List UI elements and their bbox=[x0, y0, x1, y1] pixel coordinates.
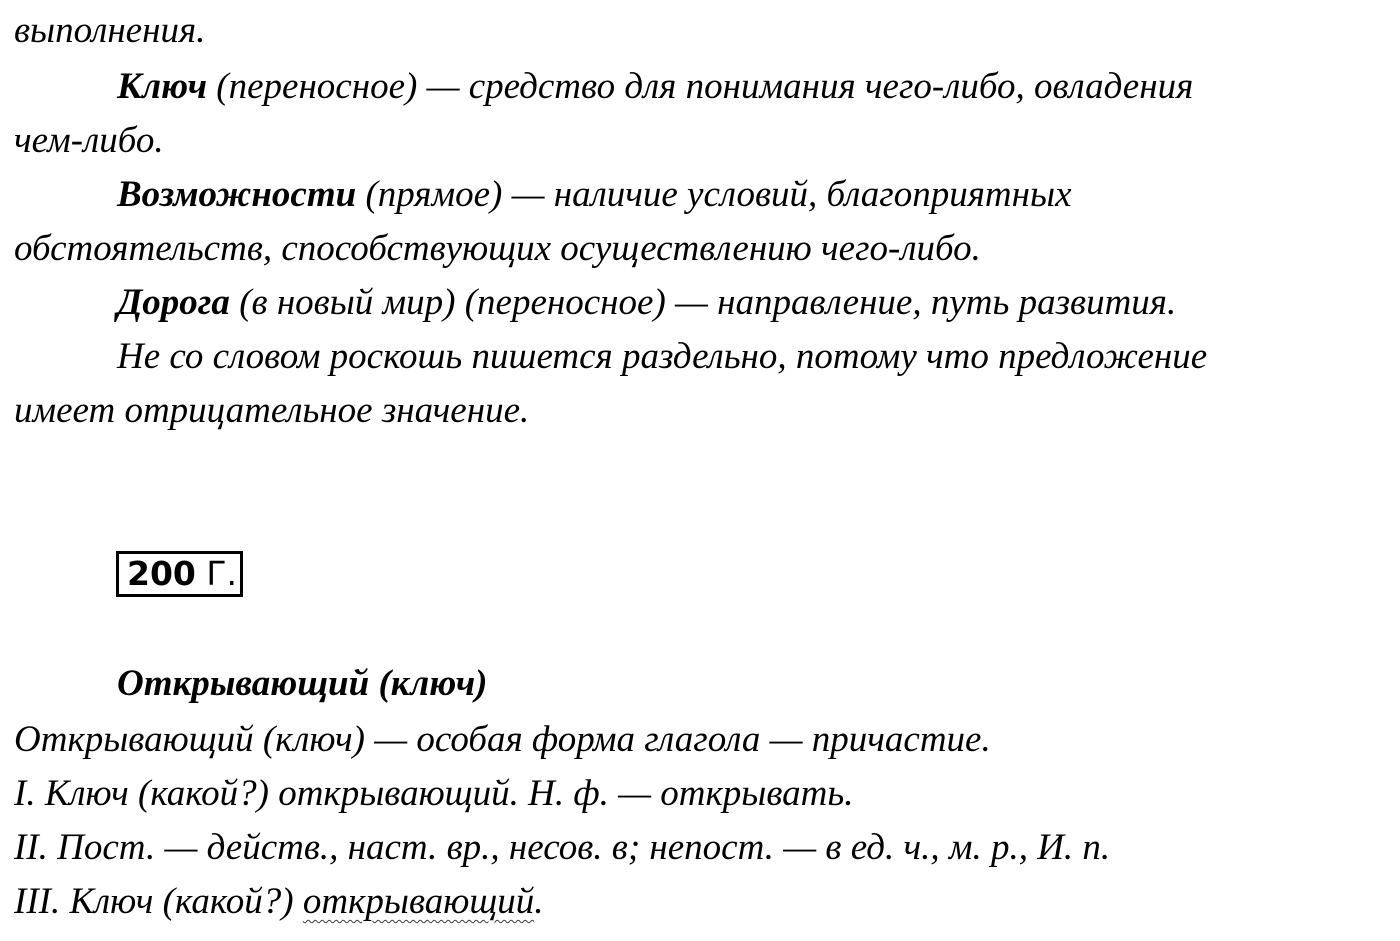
note-line-2: имеет отрицательное значение. bbox=[14, 390, 530, 431]
definition-possibilities-text: (прямое) — наличие условий, благоприятных bbox=[356, 174, 1072, 215]
analysis-line-4-prefix: III. Ключ (какой?) bbox=[14, 881, 303, 922]
note-line-1: Не со словом роскошь пишется раздельно, потому что предложение bbox=[117, 336, 1208, 377]
definition-possibilities-line-1 bbox=[117, 173, 1072, 217]
analysis-line-2: I. Ключ (какой?) открывающий. Н. ф. — открывать. bbox=[14, 773, 854, 814]
text-line-vypolneniya: выполнения. bbox=[14, 10, 206, 51]
definition-key-line-2: чем-либо. bbox=[14, 120, 164, 161]
analysis-heading: Открывающий (ключ) bbox=[117, 663, 488, 704]
exercise-number-box bbox=[116, 551, 243, 597]
definition-road-text: (в новый мир) (переносное) — направление, путь развития. bbox=[229, 282, 1177, 323]
term-key: Ключ bbox=[117, 66, 208, 107]
analysis-line-4 bbox=[14, 880, 544, 924]
exercise-suffix: Г. bbox=[195, 554, 237, 593]
definition-key-text: (переносное) — средство для понимания чего-либо, овладения bbox=[207, 66, 1194, 107]
analysis-line-4-end: . bbox=[534, 881, 544, 922]
definition-possibilities-line-2: обстоятельств, способствующих осуществлению чего-либо. bbox=[14, 228, 981, 269]
definition-road-line-1 bbox=[117, 281, 1176, 325]
exercise-number: 200 bbox=[127, 554, 196, 593]
definition-key-line-1 bbox=[117, 65, 1193, 109]
analysis-line-3: II. Пост. — действ., наст. вр., несов. в; непост. — в ед. ч., м. р., И. п. bbox=[14, 827, 1111, 868]
underlined-word: открывающий bbox=[302, 881, 535, 922]
term-possibilities: Возможности bbox=[117, 174, 357, 215]
term-road: Дорога bbox=[117, 282, 230, 323]
analysis-line-1: Открывающий (ключ) — особая форма глагола — причастие. bbox=[14, 719, 991, 760]
